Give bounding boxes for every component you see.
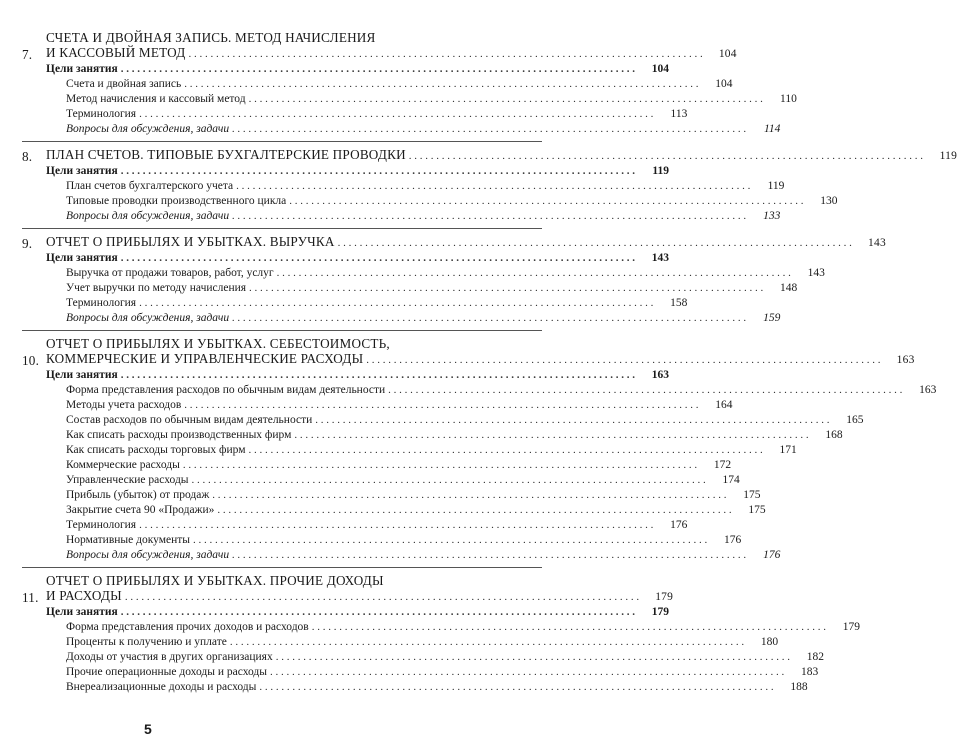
dot-leader	[139, 296, 653, 311]
dot-leader	[139, 107, 653, 122]
chapter-page: 179	[655, 591, 674, 603]
toc-entry-label: Форма представления расходов по обычным видам деятельности	[66, 383, 388, 398]
toc-entry-page: 165	[846, 414, 864, 426]
chapter-title-leader-line	[46, 147, 957, 164]
toc-entry-label: План счетов бухгалтерского учета	[66, 179, 236, 194]
chapter-number: 7.	[22, 47, 33, 62]
dot-leader	[409, 149, 923, 164]
dot-leader	[217, 503, 731, 518]
toc-entry[interactable]	[22, 635, 779, 650]
toc-entry-page: 180	[760, 636, 779, 648]
dot-leader	[249, 281, 763, 296]
chapter-title-leader-line	[46, 234, 886, 251]
section-divider	[22, 330, 542, 331]
chapter-title-leader-line	[46, 588, 673, 605]
dot-leader	[184, 398, 698, 413]
toc-chapter	[22, 147, 957, 229]
toc-entry-page: 182	[806, 651, 824, 663]
chapter-heading[interactable]	[22, 147, 957, 164]
goals-entry[interactable]	[22, 251, 669, 266]
toc-entry-page: 119	[767, 180, 785, 192]
toc-entry-page: 183	[801, 666, 819, 678]
toc-entry-page: 176	[763, 549, 781, 561]
toc-entry[interactable]	[22, 620, 860, 635]
dot-leader	[183, 458, 697, 473]
toc-chapter	[22, 336, 937, 568]
toc-entry-page: 159	[763, 312, 781, 324]
dot-leader	[232, 548, 746, 563]
goals-entry[interactable]	[22, 62, 669, 77]
toc-entry-label: Типовые проводки производственного цикла	[66, 194, 289, 209]
toc-entry-page: 171	[779, 444, 797, 456]
goals-entry-page: 179	[651, 606, 669, 618]
toc-entry[interactable]	[22, 503, 766, 518]
toc-entry-label: Как списать расходы торговых фирм	[66, 443, 248, 458]
chapter-title	[46, 147, 957, 164]
toc-entry[interactable]	[22, 383, 937, 398]
chapter-title	[46, 573, 673, 605]
toc-entry-label: Как списать расходы производственных фирм	[66, 428, 294, 443]
dot-leader	[276, 650, 790, 665]
goals-entry-page: 163	[651, 369, 669, 381]
dot-leader	[249, 92, 763, 107]
toc-entry-page: 168	[825, 429, 843, 441]
dot-leader	[289, 194, 803, 209]
dot-leader	[193, 533, 707, 548]
chapter-page: 104	[718, 48, 737, 60]
toc-entry-label: Счета и двойная запись	[66, 77, 184, 92]
goals-entry-label: Цели занятия	[46, 251, 121, 266]
goals-entry-page: 143	[651, 252, 669, 264]
chapter-title-line: ПЛАН СЧЕТОВ. ТИПОВЫЕ БУХГАЛТЕРСКИЕ ПРОВОДКИ	[46, 147, 409, 162]
toc-entry-page: 172	[713, 459, 732, 471]
chapter-number: 11.	[22, 590, 39, 605]
chapter-title-leader-line	[46, 45, 737, 62]
toc-entry[interactable]	[22, 680, 808, 695]
toc-chapter	[22, 573, 860, 695]
toc-entry-label: Методы учета расходов	[66, 398, 184, 413]
toc-entry-page: 133	[763, 210, 781, 222]
chapter-heading[interactable]	[22, 573, 674, 605]
section-divider	[22, 228, 542, 229]
toc-entry-page: 158	[670, 297, 688, 309]
toc-entry[interactable]	[22, 518, 688, 533]
toc-entry-label: Учет выручки по методу начисления	[66, 281, 249, 296]
chapter-title-line: И РАСХОДЫ	[46, 588, 125, 603]
dot-leader	[121, 605, 635, 620]
toc-entry[interactable]	[22, 209, 781, 224]
toc-entry-page: 110	[780, 93, 797, 105]
chapter-heading[interactable]	[22, 234, 886, 251]
dot-leader	[121, 62, 635, 77]
toc-entry[interactable]	[22, 266, 825, 281]
toc-entry[interactable]	[22, 458, 732, 473]
toc-entry-label: Управленческие расходы	[66, 473, 192, 488]
dot-leader	[312, 620, 826, 635]
toc-entry-label: Терминология	[66, 296, 139, 311]
dot-leader	[121, 368, 635, 383]
chapter-number: 9.	[22, 236, 33, 251]
toc-entry[interactable]	[22, 107, 688, 122]
toc-entry[interactable]	[22, 77, 733, 92]
toc-entry-label: Вопросы для обсуждения, задачи	[66, 548, 232, 563]
chapter-title	[46, 336, 915, 368]
toc-entry[interactable]	[22, 413, 864, 428]
chapter-number: 8.	[22, 149, 33, 164]
dot-leader	[212, 488, 726, 503]
dot-leader	[270, 665, 784, 680]
section-divider	[22, 567, 542, 568]
dot-leader	[139, 518, 653, 533]
toc-entry-label: Вопросы для обсуждения, задачи	[66, 122, 232, 137]
goals-entry-label: Цели занятия	[46, 368, 121, 383]
toc-entry-page: 114	[763, 123, 781, 135]
toc-entry-label: Прибыль (убыток) от продаж	[66, 488, 212, 503]
toc-entry-page: 176	[724, 534, 742, 546]
dot-leader	[192, 473, 706, 488]
toc-chapter	[22, 234, 886, 331]
toc-entry-page: 148	[780, 282, 798, 294]
chapter-number: 10.	[22, 353, 40, 368]
toc-entry-label: Выручка от продажи товаров, работ, услуг	[66, 266, 277, 281]
toc-entry-label: Терминология	[66, 107, 139, 122]
dot-leader	[125, 590, 639, 605]
toc-entry-label: Вопросы для обсуждения, задачи	[66, 209, 232, 224]
dot-leader	[315, 413, 829, 428]
dot-leader	[232, 122, 746, 137]
dot-leader	[121, 164, 635, 179]
chapter-page: 163	[896, 354, 915, 366]
toc-entry[interactable]	[22, 650, 824, 665]
chapter-title-line: ОТЧЕТ О ПРИБЫЛЯХ И УБЫТКАХ. ПРОЧИЕ ДОХОДЫ	[46, 573, 384, 588]
toc-entry[interactable]	[22, 122, 781, 137]
toc-entry-label: Метод начисления и кассовый метод	[66, 92, 249, 107]
toc-entry-page: 104	[715, 78, 733, 90]
toc-entry-label: Вопросы для обсуждения, задачи	[66, 311, 232, 326]
goals-entry[interactable]	[22, 605, 669, 620]
chapter-title-line: И КАССОВЫЙ МЕТОД	[46, 45, 188, 60]
toc-entry[interactable]	[22, 398, 733, 413]
table-of-contents	[22, 30, 957, 695]
dot-leader	[230, 635, 744, 650]
toc-entry[interactable]	[22, 488, 761, 503]
toc-entry-label: Коммерческие расходы	[66, 458, 183, 473]
toc-entry[interactable]	[22, 179, 785, 194]
dot-leader	[277, 266, 791, 281]
toc-entry-label: Закрытие счета 90 «Продажи»	[66, 503, 217, 518]
chapter-title-line: ОТЧЕТ О ПРИБЫЛЯХ И УБЫТКАХ. ВЫРУЧКА	[46, 234, 338, 249]
toc-entry[interactable]	[22, 428, 843, 443]
goals-entry-label: Цели занятия	[46, 62, 121, 77]
goals-entry-page: 119	[652, 165, 669, 177]
goals-entry-label: Цели занятия	[46, 605, 121, 620]
chapter-title-line: СЧЕТА И ДВОЙНАЯ ЗАПИСЬ. МЕТОД НАЧИСЛЕНИЯ	[46, 30, 376, 45]
toc-entry-page: 175	[743, 489, 761, 501]
goals-entry[interactable]	[22, 164, 669, 179]
chapter-title-line: ОТЧЕТ О ПРИБЫЛЯХ И УБЫТКАХ. СЕБЕСТОИМОСТЬ,	[46, 336, 390, 351]
dot-leader	[184, 77, 698, 92]
dot-leader	[294, 428, 808, 443]
toc-entry[interactable]	[22, 533, 742, 548]
toc-entry[interactable]	[22, 473, 740, 488]
toc-entry[interactable]	[22, 548, 781, 563]
dot-leader	[188, 47, 702, 62]
chapter-title	[46, 234, 886, 251]
toc-entry-label: Внереализационные доходы и расходы	[66, 680, 259, 695]
dot-leader	[232, 209, 746, 224]
toc-entry-label: Форма представления прочих доходов и расходов	[66, 620, 312, 635]
page-number: 5	[144, 721, 152, 737]
toc-entry[interactable]	[22, 281, 798, 296]
toc-entry-label: Нормативные документы	[66, 533, 193, 548]
toc-entry[interactable]	[22, 443, 797, 458]
toc-entry[interactable]	[22, 665, 819, 680]
toc-entry-page: 179	[842, 621, 860, 633]
chapter-title	[46, 30, 737, 62]
chapter-title-leader-line	[46, 351, 915, 368]
toc-entry-page: 176	[670, 519, 688, 531]
toc-chapter	[22, 30, 797, 142]
toc-entry-label: Прочие операционные доходы и расходы	[66, 665, 270, 680]
toc-entry[interactable]	[22, 92, 797, 107]
dot-leader	[236, 179, 750, 194]
toc-entry[interactable]	[22, 296, 688, 311]
chapter-title-line: КОММЕРЧЕСКИЕ И УПРАВЛЕНЧЕСКИЕ РАСХОДЫ	[46, 351, 366, 366]
toc-entry-label: Состав расходов по обычным видам деятельности	[66, 413, 315, 428]
toc-entry-page: 188	[790, 681, 808, 693]
chapter-heading[interactable]	[22, 30, 737, 62]
toc-entry[interactable]	[22, 194, 838, 209]
goals-entry-page: 104	[651, 63, 669, 75]
toc-entry[interactable]	[22, 311, 781, 326]
toc-entry-page: 143	[807, 267, 825, 279]
dot-leader	[248, 443, 762, 458]
dot-leader	[232, 311, 746, 326]
goals-entry[interactable]	[22, 368, 669, 383]
toc-entry-label: Терминология	[66, 518, 139, 533]
toc-entry-page: 113	[670, 108, 688, 120]
toc-entry-page: 175	[748, 504, 766, 516]
goals-entry-label: Цели занятия	[46, 164, 121, 179]
toc-entry-page: 164	[715, 399, 733, 411]
chapter-page: 119	[939, 150, 957, 162]
toc-entry-page: 163	[919, 384, 937, 396]
toc-entry-label: Доходы от участия в других организациях	[66, 650, 276, 665]
chapter-heading[interactable]	[22, 336, 915, 368]
section-divider	[22, 141, 542, 142]
dot-leader	[366, 353, 880, 368]
chapter-page: 143	[868, 237, 886, 249]
dot-leader	[388, 383, 902, 398]
dot-leader	[259, 680, 773, 695]
toc-entry-label: Проценты к получению и уплате	[66, 635, 230, 650]
toc-entry-page: 174	[722, 474, 740, 486]
dot-leader	[121, 251, 635, 266]
dot-leader	[338, 236, 852, 251]
toc-entry-page: 130	[820, 195, 838, 207]
